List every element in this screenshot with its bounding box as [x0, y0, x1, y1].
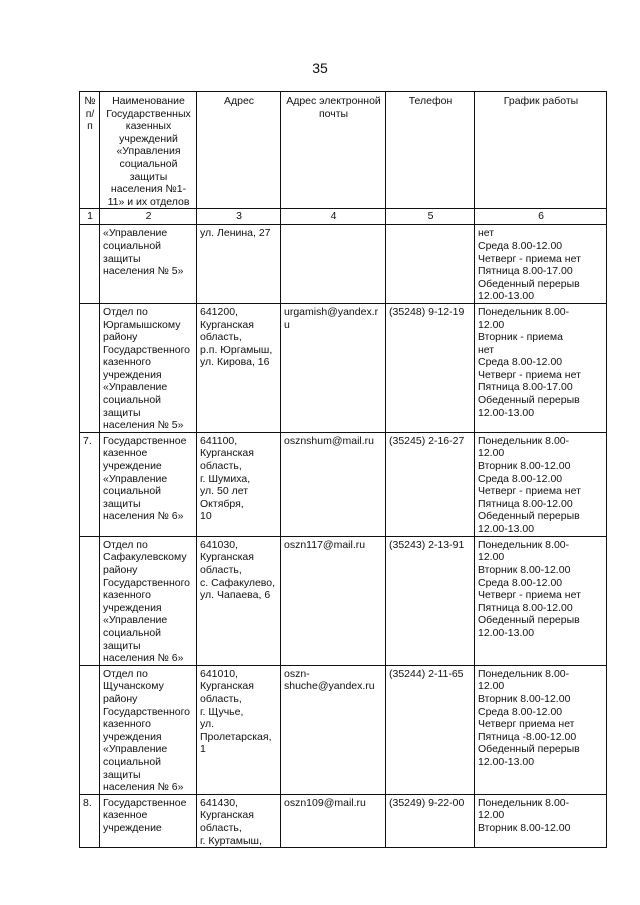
row-name: Отдел по Сафакулевскому району Государственного казенного учреждения «Управление социальной защиты населения № 6»: [100, 536, 197, 665]
row-phone: (35243) 2-13-91: [386, 536, 475, 665]
header-address: Адрес: [197, 92, 281, 209]
header-num: № п/п: [80, 92, 100, 209]
row-name: «Управление социальной защиты населения № 5»: [100, 225, 197, 304]
row-num: 8.: [80, 794, 100, 847]
table-row: [80, 794, 607, 847]
row-address: 641200, Курганская область, р.п. Юргамыш, ул. Кирова, 16: [197, 303, 281, 432]
row-num: [80, 536, 100, 665]
table-header-row: [80, 92, 607, 209]
row-email: oszn117@mail.ru: [281, 536, 386, 665]
row-schedule: Понедельник 8.00- 12.00 Вторник 8.00-12.00 Среда 8.00-12.00 Четверг - приема нет Пятница 8.00-12.00 Обеденный перерыв 12.00-13.00: [475, 536, 607, 665]
row-email: oszn109@mail.ru: [281, 794, 386, 847]
header-phone: Телефон: [386, 92, 475, 209]
row-schedule: нет Среда 8.00-12.00 Четверг - приема нет Пятница 8.00-17.00 Обеденный перерыв 12.00-13.00: [475, 225, 607, 304]
row-phone: (35244) 2-11-65: [386, 665, 475, 794]
table-row: [80, 303, 607, 432]
row-address: 641430, Курганская область, г. Куртамыш,: [197, 794, 281, 847]
row-address: ул. Ленина, 27: [197, 225, 281, 304]
table-row: [80, 432, 607, 536]
column-number: 1: [80, 209, 100, 225]
header-email: Адрес электронной почты: [281, 92, 386, 209]
row-name: Государственное казенное учреждение «Управление социальной защиты населения № 6»: [100, 432, 197, 536]
row-schedule: Понедельник 8.00- 12.00 Вторник 8.00-12.00: [475, 794, 607, 847]
institutions-table: [79, 91, 607, 848]
row-email: urgamish@yandex.r u: [281, 303, 386, 432]
header-schedule: График работы: [475, 92, 607, 209]
column-number: 2: [100, 209, 197, 225]
row-name: Отдел по Щучанскому району Государственного казенного учреждения «Управление социальной защиты населения № 6»: [100, 665, 197, 794]
row-num: [80, 225, 100, 304]
row-phone: [386, 225, 475, 304]
row-name: Отдел по Юргамышскому району Государственного казенного учреждения «Управление социальной защиты населения № 5»: [100, 303, 197, 432]
row-address: 641010, Курганская область, г. Щучье, ул. Пролетарская, 1: [197, 665, 281, 794]
page-number: 35: [312, 60, 328, 76]
table-row: [80, 536, 607, 665]
row-email: osznshum@mail.ru: [281, 432, 386, 536]
row-schedule: Понедельник 8.00- 12.00 Вторник 8.00-12.00 Среда 8.00-12.00 Четверг приема нет Пятница -8.00-12.00 Обеденный перерыв 12.00-13.00: [475, 665, 607, 794]
row-email: oszn- shuche@yandex.ru: [281, 665, 386, 794]
row-phone: (35245) 2-16-27: [386, 432, 475, 536]
table-row: [80, 665, 607, 794]
row-num: [80, 303, 100, 432]
column-number: 5: [386, 209, 475, 225]
row-address: 641030, Курганская область, с. Сафакулево, ул. Чапаева, 6: [197, 536, 281, 665]
header-name: Наименование Государственных казенных учреждений «Управления социальной защиты населения №1- 11» и их отделов: [100, 92, 197, 209]
row-name: Государственное казенное учреждение: [100, 794, 197, 847]
table-row: [80, 225, 607, 304]
column-number: 6: [475, 209, 607, 225]
row-schedule: Понедельник 8.00- 12.00 Вторник 8.00-12.00 Среда 8.00-12.00 Четверг - приема нет Пятница 8.00-12.00 Обеденный перерыв 12.00-13.00: [475, 432, 607, 536]
row-email: [281, 225, 386, 304]
column-numbers-row: [80, 209, 607, 225]
row-schedule: Понедельник 8.00- 12.00 Вторник - приема нет Среда 8.00-12.00 Четверг - приема нет Пятница 8.00-17.00 Обеденный перерыв 12.00-13.00: [475, 303, 607, 432]
row-phone: (35248) 9-12-19: [386, 303, 475, 432]
row-address: 641100, Курганская область, г. Шумиха, ул. 50 лет Октября, 10: [197, 432, 281, 536]
column-number: 4: [281, 209, 386, 225]
row-phone: (35249) 9-22-00: [386, 794, 475, 847]
row-num: [80, 665, 100, 794]
column-number: 3: [197, 209, 281, 225]
row-num: 7.: [80, 432, 100, 536]
